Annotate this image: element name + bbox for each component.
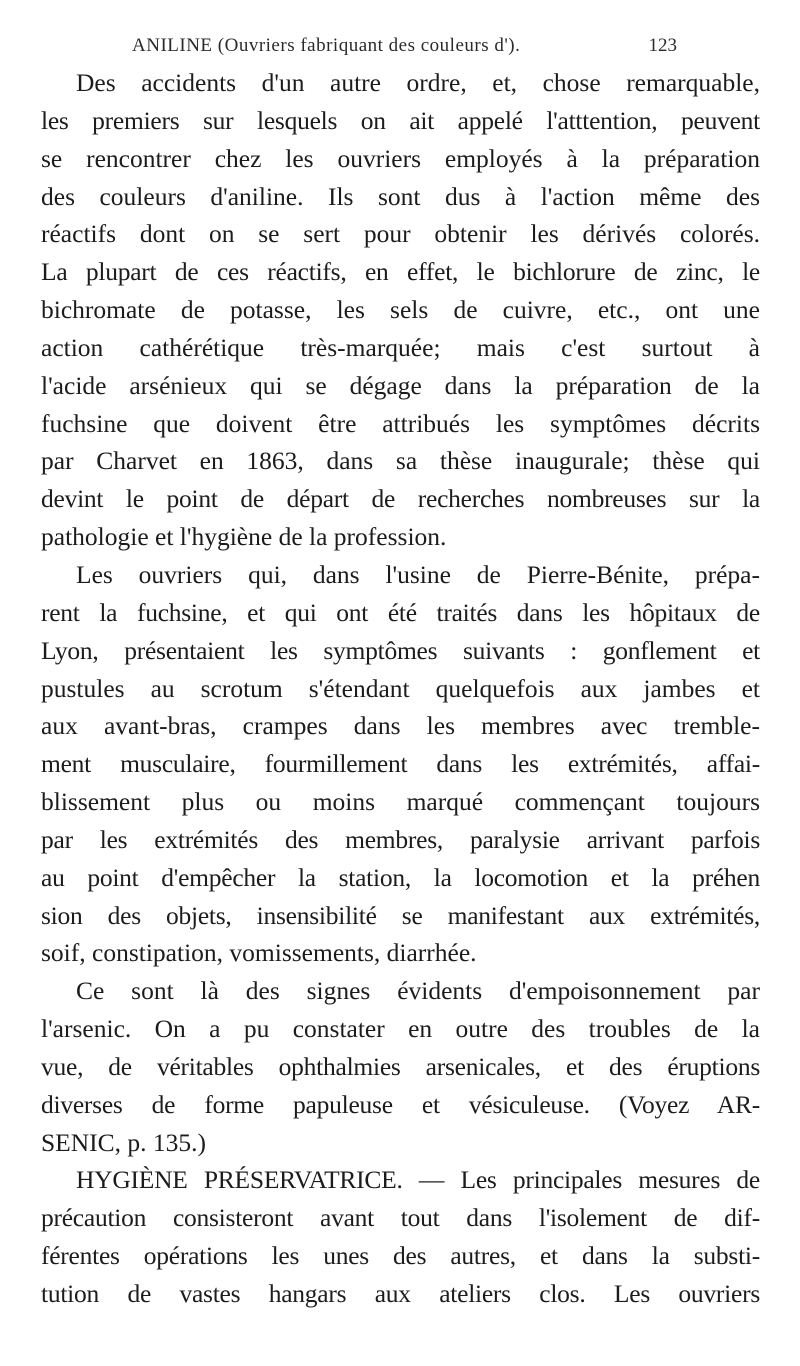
text-line: La plupart de ces réactifs, en effet, le bichlorure de zinc, le [41,257,760,287]
text-line: réactifs dont on se sert pour obtenir les dérivés colorés. [41,219,760,249]
text-line: Les ouvriers qui, dans l'usine de Pierre-Bénite, prépa- [76,559,760,589]
running-title: ANILINE (Ouvriers fabriquant des couleurs d'). [132,35,521,56]
text-line: blissement plus ou moins marqué commençant toujours [41,787,760,817]
text-line: HYGIÈNE PRÉSERVATRICE. — Les principales mesures de [76,1165,760,1195]
text-line: par Charvet en 1863, dans sa thèse inaugurale; thèse qui [41,446,760,476]
text-line: aux avant-bras, crampes dans les membres avec tremble- [41,711,760,741]
text-line: pustules au scrotum s'étendant quelquefois aux jambes et [41,673,760,703]
text-line: Des accidents d'un autre ordre, et, chose remarquable, [76,68,760,97]
text-line: tution de vastes hangars aux ateliers clos. Les ouvriers [41,1279,760,1308]
text-line: vue, de véritables ophthalmies arsenicales, et des éruptions [41,1051,760,1081]
text-line: diverses de forme papuleuse et vésiculeuse. (Voyez AR- [41,1089,760,1119]
text-line: sion des objets, insensibilité se manifestant aux extrémités, [41,900,760,930]
body-text [41,64,760,1313]
text-line: bichromate de potasse, les sels de cuivre, etc., ont une [41,295,760,325]
text-line: des couleurs d'aniline. Ils sont dus à l'action même des [41,181,760,211]
text-line: précaution consisteront avant tout dans l'isolement de dif- [41,1203,760,1233]
text-line: action cathérétique très-marquée; mais c'est surtout à [41,332,760,362]
text-line: rent la fuchsine, et qui ont été traités dans les hôpitaux de [41,597,760,627]
text-line: férentes opérations les unes des autres, et dans la substi- [41,1241,760,1271]
text-line: l'arsenic. On a pu constater en outre des troubles de la [41,1014,760,1044]
running-header [132,34,677,58]
text-line: devint le point de départ de recherches nombreuses sur la [41,484,760,514]
text-line: les premiers sur lesquels on ait appelé l'atttention, peuvent [41,105,760,135]
text-line: SENIC, p. 135.) [41,1127,207,1157]
text-line: ment musculaire, fourmillement dans les extrémités, affai- [41,749,760,779]
text-line: Ce sont là des signes évidents d'empoisonnement par [76,976,760,1006]
text-line: par les extrémités des membres, paralysie arrivant parfois [41,824,760,854]
page-number: 123 [648,35,677,56]
text-line: pathologie et l'hygiène de la profession. [41,522,447,552]
text-line: fuchsine que doivent être attribués les symptômes décrits [41,408,760,438]
text-line: Lyon, présentaient les symptômes suivants : gonflement et [41,635,760,665]
text-line: se rencontrer chez les ouvriers employés à la préparation [41,143,760,173]
text-line: l'acide arsénieux qui se dégage dans la préparation de la [41,370,760,400]
text-line: soif, constipation, vomissements, diarrhée. [41,938,477,968]
text-line: au point d'empêcher la station, la locomotion et la préhen [41,862,760,892]
